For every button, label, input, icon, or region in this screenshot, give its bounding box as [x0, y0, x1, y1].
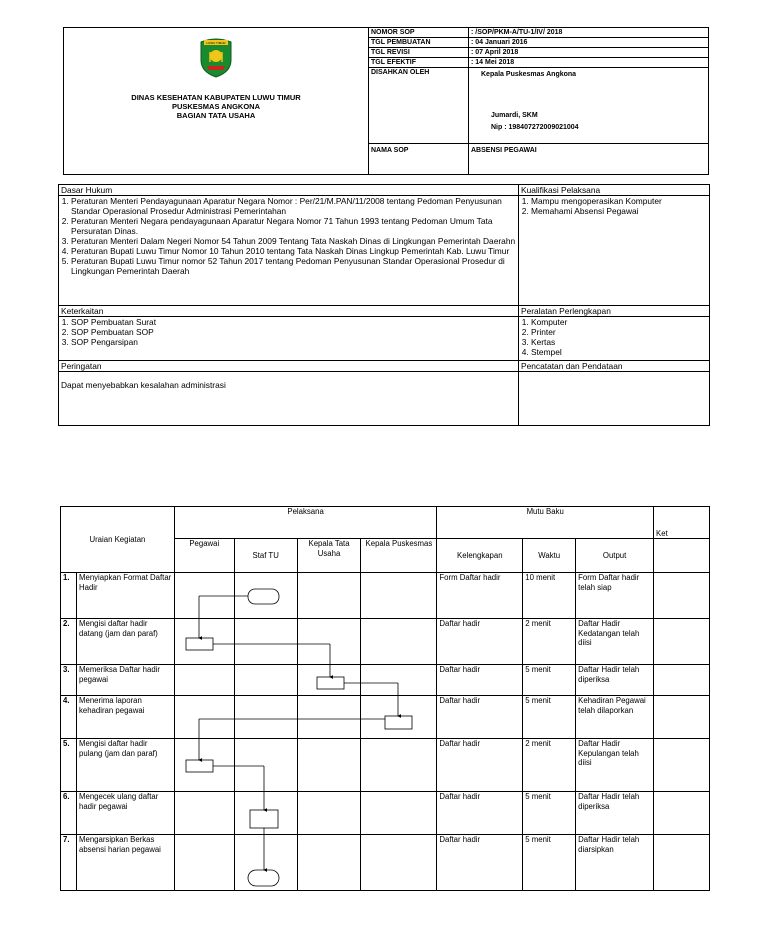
dasar-hukum-item: 1. Peraturan Menteri Pendayagunaan Aparatur Negara Nomor : Per/21/M.PAN/11/2008 tentang Pedoman Penyusunan Standar Operasional Prosedur Administrasi Pemerintahan: [71, 196, 516, 216]
nama-sop-label: NAMA SOP: [369, 144, 469, 175]
tgl-efektif-value: : 14 Mei 2018: [469, 58, 709, 68]
step-kelengkapan: Daftar hadir: [437, 792, 523, 835]
step-output: Form Daftar hadir telah siap: [576, 573, 654, 619]
flow-terminator-end: [248, 870, 279, 886]
peralatan-item: 1. Komputer: [531, 317, 707, 327]
tgl-pembuatan-value: : 04 Januari 2016: [469, 38, 709, 48]
actor-kepala-puskesmas: Kepala Puskesmas: [361, 539, 437, 573]
col-mutu-baku: Mutu Baku: [437, 507, 654, 539]
logo-text: LUWU TIMUR: [206, 41, 226, 45]
dasar-hukum-item: 2. Peraturan Menteri Negara pendayagunaan Aparatur Negara Nomor 71 Tahun 1993 tentang Pedoman Umum Tata Persuratan Dinas.: [71, 216, 516, 236]
dasar-hukum-item: 5. Peraturan Bupati Luwu Timur nomor 52 Tahun 2017 tentang Pedoman Penyusunan Standar Operasional Prosedur di Lingkungan Pemerintah Daerah: [71, 256, 516, 276]
step-number: 3.: [61, 665, 77, 696]
org-line-2: PUSKESMAS ANGKONA: [171, 102, 261, 111]
actor-staf-tu: Staf TU: [234, 539, 297, 573]
step-output: Daftar Hadir telah diperiksa: [576, 792, 654, 835]
step-output: Daftar Hadir Kedatangan telah diisi: [576, 619, 654, 665]
step-kelengkapan: Daftar hadir: [437, 696, 523, 739]
col-pelaksana: Pelaksana: [174, 507, 437, 539]
step-number: 1.: [61, 573, 77, 619]
step-waktu: 5 menit: [523, 665, 576, 696]
keterkaitan-item: 1. SOP Pembuatan Surat: [71, 317, 516, 327]
peralatan-title: Peralatan Perlengkapan: [519, 306, 710, 317]
disahkan-title: Kepala Puskesmas Angkona: [481, 71, 577, 78]
mutu-waktu: Waktu: [523, 539, 576, 573]
step-uraian: Memeriksa Daftar hadir pegawai: [76, 665, 174, 696]
keterkaitan-title: Keterkaitan: [59, 306, 519, 317]
keterkaitan-item: 3. SOP Pengarsipan: [71, 337, 516, 347]
kualifikasi-item: 2. Memahami Absensi Pegawai: [531, 206, 707, 216]
flow-terminator-start: [248, 589, 279, 604]
step-number: 6.: [61, 792, 77, 835]
step-waktu: 10 menit: [523, 573, 576, 619]
kualifikasi-title: Kualifikasi Pelaksana: [519, 185, 710, 196]
step-kelengkapan: Daftar hadir: [437, 739, 523, 792]
pencatatan-title: Pencatatan dan Pendataan: [519, 361, 710, 372]
tgl-pembuatan-label: TGL PEMBUATAN: [369, 38, 469, 48]
step-output: Kehadiran Pegawai telah dilaporkan: [576, 696, 654, 739]
step-output: Daftar Hadir Kepulangan telah diisi: [576, 739, 654, 792]
tgl-efektif-label: TGL EFEKTIF: [369, 58, 469, 68]
step-number: 4.: [61, 696, 77, 739]
peralatan-item: 4. Stempel: [531, 347, 707, 357]
col-ket: Ket: [654, 507, 710, 539]
dasar-hukum-item: 4. Peraturan Bupati Luwu Timur Nomor 10 Tahun 2010 tentang Tata Naskah Dinas Lingkup Pemerintah Kab. Luwu Timur: [71, 246, 516, 256]
disahkan-label: DISAHKAN OLEH: [369, 68, 469, 144]
actor-kepala-tu: Kepala Tata Usaha: [297, 539, 361, 573]
flow-process-box: [250, 810, 278, 828]
step-kelengkapan: Daftar hadir: [437, 835, 523, 891]
tgl-revisi-value: : 07 April 2018: [469, 48, 709, 58]
step-output: Daftar Hadir telah diperiksa: [576, 665, 654, 696]
peringatan-title: Peringatan: [59, 361, 519, 372]
step-waktu: 2 menit: [523, 739, 576, 792]
signer-name: Jumardi, SKM: [491, 112, 538, 119]
flow-process-box: [385, 716, 412, 729]
tgl-revisi-label: TGL REVISI: [369, 48, 469, 58]
dasar-hukum-item: 3. Peraturan Menteri Dalam Negeri Nomor 54 Tahun 2009 Tentang Tata Naskah Dinas di Lingkungan Pemerintah Daerahn: [71, 236, 516, 246]
peringatan-text: Dapat menyebabkan kesalahan administrasi: [59, 372, 519, 426]
nomor-sop-label: NOMOR SOP: [369, 28, 469, 38]
flow-process-box: [186, 638, 213, 650]
step-uraian: Menyiapkan Format Daftar Hadir: [76, 573, 174, 619]
mutu-output: Output: [576, 539, 654, 573]
org-line-3: BAGIAN TATA USAHA: [176, 111, 256, 120]
step-waktu: 2 menit: [523, 619, 576, 665]
step-uraian: Mengarsipkan Berkas absensi harian pegawai: [76, 835, 174, 891]
step-number: 5.: [61, 739, 77, 792]
actor-pegawai: Pegawai: [174, 539, 234, 573]
step-waktu: 5 menit: [523, 696, 576, 739]
nama-sop-value: ABSENSI PEGAWAI: [469, 144, 709, 175]
mutu-kelengkapan: Kelengkapan: [437, 539, 523, 573]
step-number: 2.: [61, 619, 77, 665]
peralatan-item: 3. Kertas: [531, 337, 707, 347]
step-uraian: Mengecek ulang daftar hadir pegawai: [76, 792, 174, 835]
step-kelengkapan: Form Daftar hadir: [437, 573, 523, 619]
flow-process-box: [186, 760, 213, 772]
step-uraian: Menerima laporan kehadiran pegawai: [76, 696, 174, 739]
col-uraian: Uraian Kegiatan: [61, 507, 175, 573]
signer-nip: Nip : 198407272009021004: [491, 124, 579, 131]
step-number: 7.: [61, 835, 77, 891]
nomor-sop-value: : /SOP/PKM-A/TU-1/IV/ 2018: [469, 28, 709, 38]
step-uraian: Mengisi daftar hadir datang (jam dan paraf): [76, 619, 174, 665]
step-kelengkapan: Daftar hadir: [437, 665, 523, 696]
step-output: Daftar Hadir telah diarsipkan: [576, 835, 654, 891]
step-uraian: Mengisi daftar hadir pulang (jam dan paraf): [76, 739, 174, 792]
peralatan-item: 2. Printer: [531, 327, 707, 337]
keterkaitan-item: 2. SOP Pembuatan SOP: [71, 327, 516, 337]
dasar-hukum-title: Dasar Hukum: [59, 185, 519, 196]
kualifikasi-item: 1. Mampu mengoperasikan Komputer: [531, 196, 707, 206]
flow-process-box: [317, 677, 344, 689]
step-waktu: 5 menit: [523, 835, 576, 891]
step-waktu: 5 menit: [523, 792, 576, 835]
org-line-1: DINAS KESEHATAN KABUPATEN LUWU TIMUR: [131, 93, 301, 102]
step-kelengkapan: Daftar hadir: [437, 619, 523, 665]
